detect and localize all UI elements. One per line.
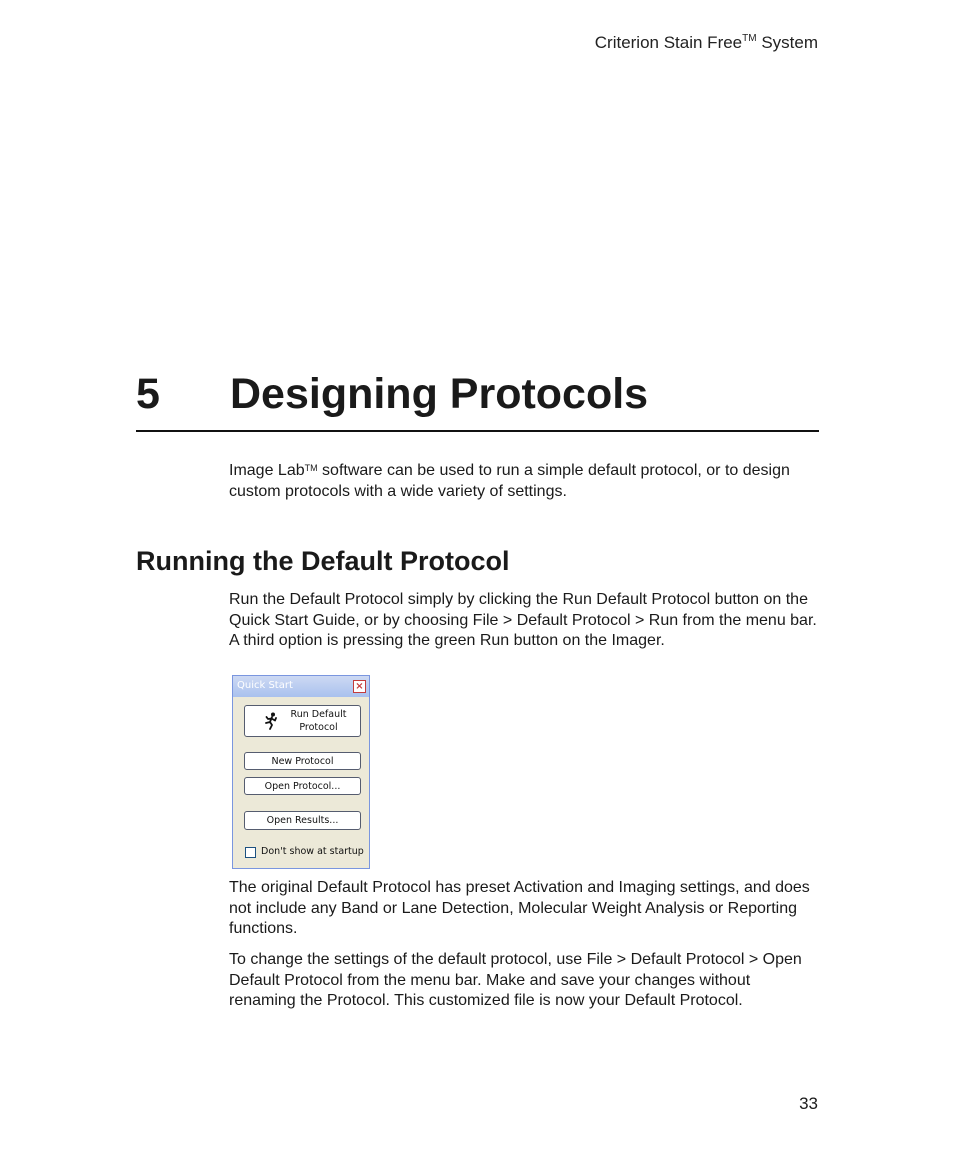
dont-show-label: Don't show at startup bbox=[261, 846, 364, 857]
open-results-button[interactable]: Open Results... bbox=[244, 811, 361, 830]
header-trademark: TM bbox=[742, 33, 757, 44]
dialog-titlebar bbox=[233, 676, 369, 697]
run-label-line2: Protocol bbox=[299, 721, 338, 733]
chapter-rule bbox=[136, 430, 819, 432]
run-default-protocol-button[interactable] bbox=[244, 705, 361, 737]
close-icon[interactable]: × bbox=[353, 680, 366, 693]
run-default-label bbox=[285, 709, 352, 734]
quick-start-dialog bbox=[232, 675, 370, 869]
intro-product-name: Image Lab bbox=[229, 462, 305, 479]
chapter-title: Designing Protocols bbox=[230, 370, 649, 418]
paragraph-original-default: The original Default Protocol has preset Activation and Imaging settings, and does not include any Band or Lane Detection, Molecular Weight Analysis or Reporting functions. bbox=[229, 879, 810, 937]
dialog-title: Quick Start bbox=[237, 680, 293, 691]
page-number: 33 bbox=[799, 1094, 818, 1113]
run-label-line1: Run Default bbox=[290, 709, 347, 720]
intro-text: software can be used to run a simple default protocol, or to design custom protocols with a wide variety of settings. bbox=[229, 462, 790, 500]
section-title: Running the Default Protocol bbox=[136, 546, 510, 576]
paragraph-change-settings: To change the settings of the default protocol, use File > Default Protocol > Open Default Protocol from the menu bar. Make and save your changes without renaming the Protocol. This customized file is now your Default Protocol. bbox=[229, 951, 802, 1009]
intro-paragraph bbox=[229, 458, 821, 502]
header-title-suffix: System bbox=[756, 33, 818, 52]
dont-show-checkbox[interactable] bbox=[245, 847, 256, 858]
header-title-text: Criterion Stain Free bbox=[594, 33, 743, 52]
intro-trademark: TM bbox=[304, 463, 318, 473]
chapter-number: 5 bbox=[136, 370, 160, 418]
new-protocol-button[interactable]: New Protocol bbox=[244, 752, 361, 770]
paragraph-run-default: Run the Default Protocol simply by clicking the Run Default Protocol button on the Quick Start Guide, or by choosing File > Default Protocol > Run from the menu bar. A third option is pressing the green Run button on the Imager. bbox=[229, 591, 817, 649]
open-protocol-button[interactable]: Open Protocol... bbox=[244, 777, 361, 795]
running-man-icon bbox=[263, 712, 279, 730]
running-header bbox=[595, 33, 818, 53]
